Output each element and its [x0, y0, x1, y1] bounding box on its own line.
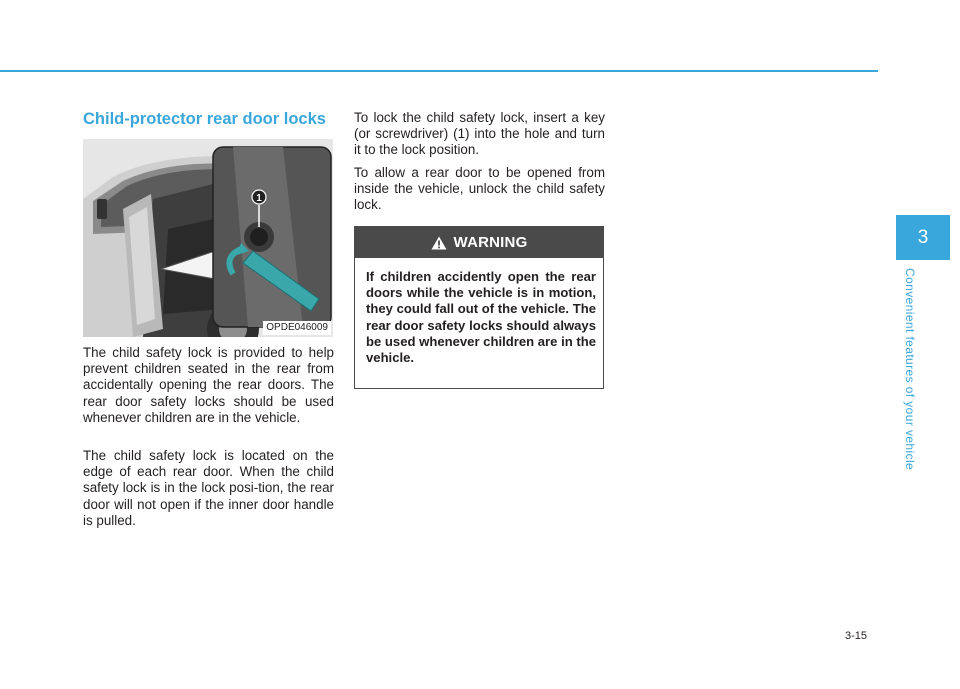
paragraph-location: The child safety lock is located on the edge of each rear door. When the child safety lock is in the lock posi-tion, the rear door will not open if the inner door handle is pulled.: [83, 448, 334, 528]
warning-header: [355, 227, 603, 258]
car-door-illustration: [83, 139, 333, 337]
header-rule: [0, 70, 878, 72]
paragraph-unlock: To allow a rear door to be opened from inside the vehicle, unlock the child safety lock.: [354, 165, 605, 213]
warning-heading: WARNING: [453, 234, 528, 251]
warning-box: [354, 226, 604, 389]
callout-number: 1: [256, 193, 262, 204]
child-lock-figure: [83, 139, 333, 337]
chapter-title: Convenient features of your vehicle: [903, 268, 917, 471]
page-number: 3-15: [845, 630, 868, 642]
warning-triangle-icon: [431, 236, 447, 250]
section-title: Child-protector rear door locks: [83, 110, 326, 128]
paragraph-provided: The child safety lock is provided to help prevent children seated in the rear from accidentally opening the rear doors. The rear door safety locks should be used whenever children are in the vehicle.: [83, 345, 334, 425]
chapter-number-tab: 3: [896, 215, 950, 260]
figure-code: OPDE046009: [263, 321, 331, 335]
warning-text: If children accidently open the rear doors while the vehicle is in motion, they could fall out of the vehicle. The rear door safety locks should always be used whenever children are in the vehicle.: [366, 269, 596, 366]
paragraph-lock: To lock the child safety lock, insert a key (or screwdriver) (1) into the hole and turn it to the lock position.: [354, 110, 605, 158]
